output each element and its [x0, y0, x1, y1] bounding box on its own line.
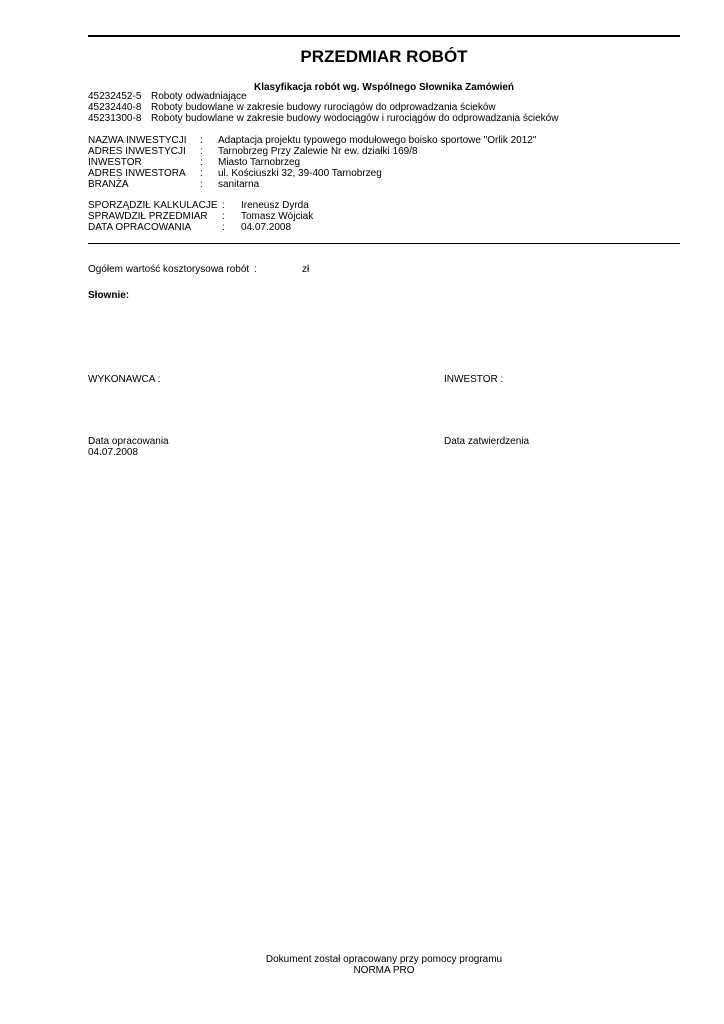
footer-line-2: NORMA PRO — [353, 965, 415, 976]
field-label: SPRAWDZIŁ PRZEDMIAR — [88, 211, 208, 222]
field-label: BRANŻA — [88, 179, 129, 190]
field-label: ADRES INWESTYCJI — [88, 146, 186, 157]
total-currency: zł — [302, 264, 310, 275]
field-label: DATA OPRACOWANIA — [88, 222, 192, 233]
document-title: PRZEDMIAR ROBÓT — [300, 47, 468, 66]
field-value: Ireneusz Dyrda — [241, 200, 309, 211]
classification-desc: Roboty odwadniające — [151, 91, 247, 102]
field-value: 04.07.2008 — [241, 222, 292, 233]
field-value: Miasto Tarnobrzeg — [218, 157, 301, 168]
date-prepared-value: 04.07.2008 — [88, 447, 139, 458]
classification-desc: Roboty budowlane w zakresie budowy rurociągów do odprowadzania ścieków — [151, 102, 496, 113]
in-words-label: Słownie: — [88, 290, 130, 301]
field-separator: : — [222, 222, 225, 233]
classification-desc: Roboty budowlane w zakresie budowy wodociągów i rurociągów do odprowadzania ścieków — [151, 113, 559, 124]
field-separator: : — [200, 146, 203, 157]
field-value: Tarnobrzeg Przy Zalewie Nr ew. działki 169/8 — [218, 146, 418, 157]
field-separator: : — [200, 168, 203, 179]
field-separator: : — [222, 200, 225, 211]
field-separator: : — [200, 179, 203, 190]
contractor-label: WYKONAWCA : — [88, 374, 161, 385]
classification-code: 45232452-5 — [88, 91, 142, 102]
field-separator: : — [222, 211, 225, 222]
field-value: Adaptacja projektu typowego modułowego boisko sportowe "Orlik 2012" — [218, 135, 537, 146]
field-label: ADRES INWESTORA — [88, 168, 186, 179]
field-label: SPORZĄDZIŁ KALKULACJE — [88, 200, 218, 211]
classification-heading: Klasyfikacja robót wg. Wspólnego Słownika Zamówień — [253, 82, 515, 93]
date-prepared-label: Data opracowania — [88, 436, 169, 447]
total-separator: : — [254, 264, 257, 275]
classification-code: 45232440-8 — [88, 102, 142, 113]
date-approved-label: Data zatwierdzenia — [444, 436, 530, 447]
field-label: INWESTOR — [88, 157, 142, 168]
field-separator: : — [200, 157, 203, 168]
footer-line-1: Dokument został opracowany przy pomocy programu — [265, 954, 503, 965]
classification-code: 45231300-8 — [88, 113, 142, 124]
section-rule — [88, 243, 680, 244]
field-separator: : — [200, 135, 203, 146]
field-label: NAZWA INWESTYCJI — [88, 135, 187, 146]
top-rule — [88, 35, 680, 37]
field-value: Tomasz Wójciak — [241, 211, 314, 222]
investor-label: INWESTOR : — [444, 374, 504, 385]
field-value: sanitarna — [218, 179, 260, 190]
total-label: Ogółem wartość kosztorysowa robót — [88, 264, 250, 275]
field-value: ul. Kościuszki 32, 39-400 Tarnobrzeg — [218, 168, 382, 179]
